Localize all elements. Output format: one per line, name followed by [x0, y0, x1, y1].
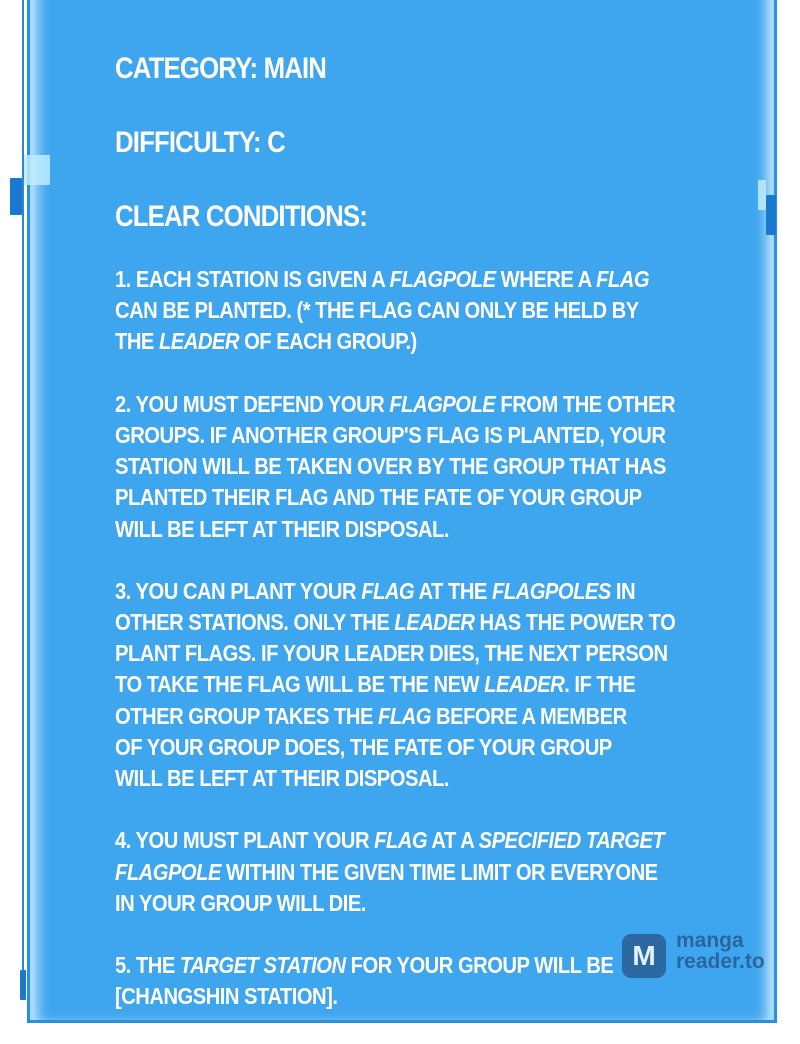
emphasized-term: LEADER	[484, 671, 565, 698]
condition-line	[115, 763, 696, 794]
condition-text: BEFORE A MEMBER	[430, 702, 627, 729]
condition-text: OF YOUR GROUP DOES, THE FATE OF YOUR GROUP	[115, 733, 612, 760]
emphasized-term: FLAGPOLES	[491, 577, 611, 604]
condition-line	[115, 825, 696, 856]
emphasized-term: SPECIFIED TARGET	[478, 827, 665, 854]
frame-tab-bottom-left	[20, 970, 26, 1000]
condition-text: PLANTED THEIR FLAG AND THE FATE OF YOUR GROUP	[115, 484, 642, 511]
condition-line	[115, 607, 696, 638]
condition-text: 1. EACH STATION IS GIVEN A	[115, 266, 390, 292]
difficulty-label: DIFFICULTY: C	[115, 126, 285, 159]
condition-line	[115, 482, 696, 513]
frame-outer-line-left	[22, 0, 24, 1000]
condition-text: WILL BE LEFT AT THEIR DISPOSAL.	[115, 765, 449, 791]
condition-line	[115, 701, 696, 732]
condition-text: AT THE	[414, 577, 492, 604]
watermark-text	[676, 930, 765, 972]
condition-text: . IF THE	[564, 671, 636, 698]
clear-condition-4	[115, 825, 696, 919]
condition-text: 4. YOU MUST PLANT YOUR	[115, 827, 375, 854]
emphasized-term: FLAG	[374, 827, 428, 854]
condition-text: PLANT FLAGS. IF YOUR LEADER DIES, THE NEXT PERSON	[115, 640, 668, 667]
condition-line	[115, 420, 696, 451]
emphasized-term: FLAG	[378, 702, 431, 729]
condition-line	[115, 888, 696, 919]
condition-text: GROUPS. IF ANOTHER GROUP'S FLAG IS PLANTED, YOUR	[115, 421, 666, 448]
emphasized-term: LEADER	[394, 609, 475, 636]
condition-text: IN	[610, 577, 636, 604]
manga-reader-watermark	[622, 930, 782, 980]
condition-text: 2. YOU MUST DEFEND YOUR	[115, 390, 390, 417]
frame-outer-line-right	[774, 0, 776, 1000]
watermark-line-2: reader.to	[676, 950, 765, 973]
condition-text: OTHER GROUP TAKES THE	[115, 702, 379, 729]
condition-line	[115, 950, 696, 981]
condition-text: AT A	[427, 827, 479, 854]
condition-line	[115, 981, 696, 1012]
condition-line	[115, 326, 696, 357]
condition-line	[115, 638, 696, 669]
condition-line	[115, 514, 696, 545]
condition-text: FOR YOUR GROUP WILL BE	[345, 952, 614, 979]
condition-line	[115, 857, 696, 888]
emphasized-term: TARGET STATION	[179, 952, 346, 979]
frame-glow-right	[758, 180, 766, 210]
condition-text: [CHANGSHIN STATION].	[115, 983, 338, 1010]
frame-tab-left	[10, 178, 22, 215]
notice-content	[115, 52, 695, 1044]
emphasized-term: LEADER	[158, 328, 239, 355]
condition-text: WITHIN THE GIVEN TIME LIMIT OR EVERYONE	[220, 858, 658, 885]
clear-condition-1	[115, 264, 696, 358]
condition-text: 3. YOU CAN PLANT YOUR	[115, 577, 362, 604]
clear-condition-5	[115, 950, 696, 1012]
condition-text: IN YOUR GROUP WILL DIE.	[115, 889, 366, 916]
condition-text: OTHER STATIONS. ONLY THE	[115, 609, 395, 636]
condition-text: STATION WILL BE TAKEN OVER BY THE GROUP THAT HAS	[115, 453, 666, 480]
condition-text: FROM THE OTHER	[495, 390, 676, 417]
frame-glow-left	[24, 155, 50, 185]
frame-tab-right	[766, 195, 776, 235]
clear-conditions-list	[115, 264, 696, 1013]
emphasized-term: FLAG	[361, 577, 415, 604]
condition-line	[115, 389, 696, 420]
watermark-logo-icon: M	[622, 934, 666, 978]
condition-text: WILL BE LEFT AT THEIR DISPOSAL.	[115, 515, 449, 542]
condition-line	[115, 732, 696, 763]
condition-line	[115, 451, 696, 482]
clear-condition-2	[115, 389, 696, 545]
condition-line	[115, 669, 696, 700]
condition-text: TO TAKE THE FLAG WILL BE THE NEW	[115, 671, 485, 698]
condition-text: WHERE A	[495, 266, 597, 292]
condition-text: 5. THE	[115, 952, 180, 979]
condition-line	[115, 576, 696, 607]
condition-text: THE	[115, 328, 159, 355]
clear-conditions-heading: CLEAR CONDITIONS:	[115, 200, 367, 233]
emphasized-term: FLAG	[596, 266, 650, 292]
emphasized-term: FLAGPOLE	[389, 266, 496, 292]
condition-text: OF EACH GROUP.)	[238, 328, 417, 355]
clear-condition-3	[115, 576, 696, 794]
emphasized-term: FLAGPOLE	[115, 858, 221, 885]
emphasized-term: FLAGPOLE	[389, 390, 496, 417]
condition-line	[115, 264, 696, 295]
condition-text: HAS THE POWER TO	[474, 609, 676, 636]
condition-text: CAN BE PLANTED. (* THE FLAG CAN ONLY BE HELD BY	[115, 297, 639, 324]
category-label: CATEGORY: MAIN	[115, 52, 327, 85]
watermark-line-1: manga	[676, 929, 744, 952]
condition-line	[115, 295, 696, 326]
